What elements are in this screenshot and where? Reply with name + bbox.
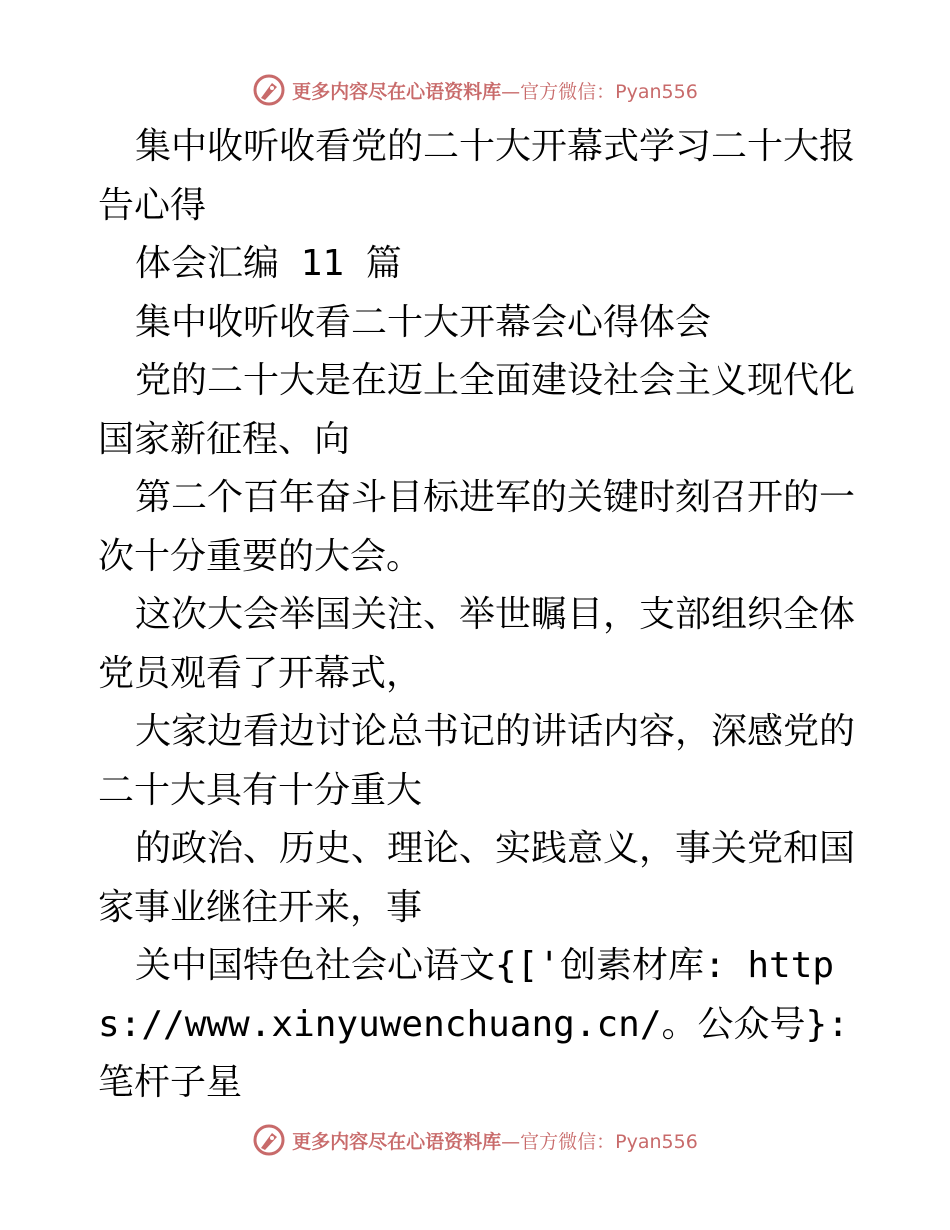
paragraph-9: 关中国特色社会心语文{['创素材库: https://www.xinyuwenchuang.cn/。公众号}: 笔杆子星 [98, 945, 849, 1103]
header-brand-text: 更多内容尽在心语资料库 [292, 80, 502, 103]
paragraph-8: 的政治、历史、理论、实践意义，事关党和国家事业继往开来，事 [98, 828, 856, 928]
document-body [98, 118, 858, 1113]
footer-contact-text: —官方微信：Pyan556 [501, 1130, 698, 1153]
paragraph-1: 集中收听收看党的二十大开幕式学习二十大报告心得 [98, 126, 856, 226]
paragraph-4: 党的二十大是在迈上全面建设社会主义现代化国家新征程、向 [98, 360, 856, 460]
paragraph-5: 第二个百年奋斗目标进军的关键时刻召开的一次十分重要的大会。 [98, 477, 856, 577]
paragraph-7: 大家边看边讨论总书记的讲话内容，深感党的二十大具有十分重大 [98, 711, 856, 811]
paragraph-3: 集中收听收看二十大开幕会心得体会 [135, 301, 712, 343]
footer-banner [0, 1120, 950, 1160]
header-contact-text: —官方微信：Pyan556 [501, 80, 698, 103]
paragraph-2: 体会汇编 11 篇 [135, 243, 402, 284]
paragraph-6: 这次大会举国关注、举世瞩目，支部组织全体党员观看了开幕式， [98, 594, 856, 694]
pen-nib-icon [252, 1123, 286, 1157]
pen-nib-icon [252, 73, 286, 107]
footer-brand-text: 更多内容尽在心语资料库 [292, 1130, 502, 1153]
header-banner [0, 70, 950, 110]
